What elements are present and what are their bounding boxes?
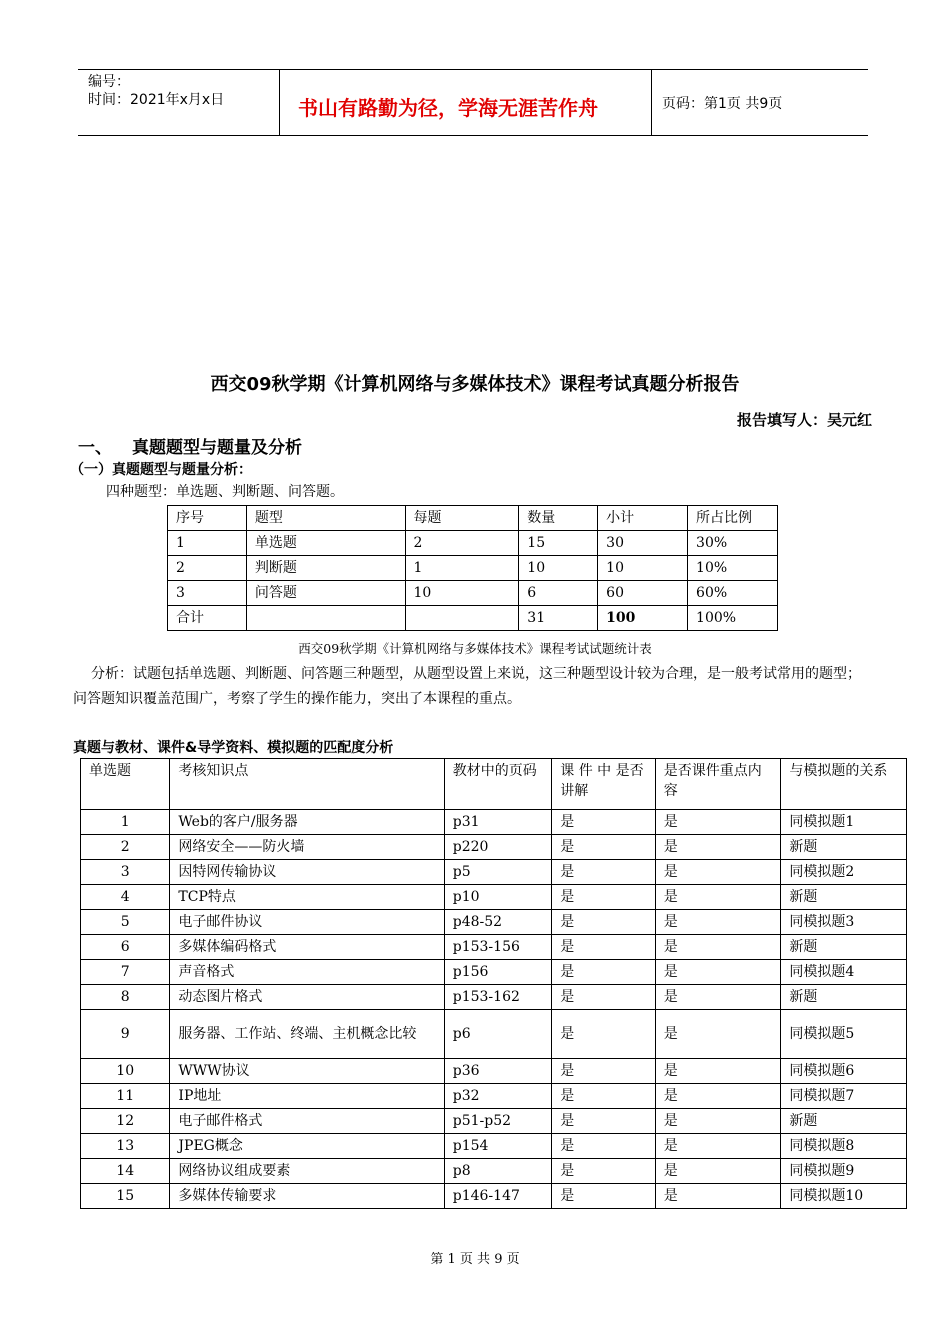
table-cell: 是	[655, 885, 781, 910]
table-row	[81, 1109, 907, 1134]
table-cell: 是	[552, 1134, 656, 1159]
table-cell: 2	[81, 835, 170, 860]
table-cell: 9	[81, 1010, 170, 1059]
table-row	[81, 985, 907, 1010]
table-cell: 是	[655, 860, 781, 885]
table-cell: p153-156	[444, 935, 552, 960]
table-cell	[405, 606, 519, 631]
table-cell: 新题	[781, 885, 907, 910]
table-cell: 电子邮件协议	[170, 910, 444, 935]
header-divider-right	[651, 69, 652, 136]
table-cell: 15	[81, 1184, 170, 1209]
table-cell: 新题	[781, 985, 907, 1010]
header-motto: 书山有路勤为径，学海无涯苦作舟	[298, 96, 598, 120]
table-cell: 1	[405, 556, 519, 581]
analysis-paragraph: 分析：试题包括单选题、判断题、问答题三种题型，从题型设置上来说，这三种题型设计较为合理，是一般考试常用的题型；问答题知识覆盖范围广，考察了学生的操作能力，突出了本课程的重点。	[73, 666, 861, 707]
table-cell: 是	[655, 1109, 781, 1134]
table-cell: 8	[81, 985, 170, 1010]
header-cell: 每题	[405, 506, 519, 531]
table-cell: 13	[81, 1134, 170, 1159]
table-row	[168, 556, 778, 581]
table-cell: 网络协议组成要素	[170, 1159, 444, 1184]
table-cell: 10%	[688, 556, 778, 581]
table-cell: 新题	[781, 935, 907, 960]
table-cell: 12	[81, 1109, 170, 1134]
table-cell: 是	[655, 1184, 781, 1209]
section1-number: 一、	[78, 438, 112, 458]
table-cell: 同模拟题7	[781, 1084, 907, 1109]
header-page-info: 页码：第1页 共9页	[662, 96, 783, 112]
table-cell: 7	[81, 960, 170, 985]
table-total-row	[168, 606, 778, 631]
table-row	[81, 1159, 907, 1184]
table-row	[81, 860, 907, 885]
table-cell: 同模拟题2	[781, 860, 907, 885]
table-cell: 是	[655, 1134, 781, 1159]
table-cell: 是	[655, 985, 781, 1010]
table-cell: 动态图片格式	[170, 985, 444, 1010]
table-cell: 同模拟题3	[781, 910, 907, 935]
header-cell: 数量	[519, 506, 598, 531]
table-cell: 是	[552, 885, 656, 910]
table-cell: 电子邮件格式	[170, 1109, 444, 1134]
table-cell: 同模拟题5	[781, 1010, 907, 1059]
table-cell: 3	[168, 581, 247, 606]
table-cell: 新题	[781, 835, 907, 860]
header-cell: 题型	[246, 506, 405, 531]
question-type-table	[167, 505, 778, 631]
header-cell: 单选题	[81, 759, 170, 810]
table-cell: p153-162	[444, 985, 552, 1010]
table-cell: 3	[81, 860, 170, 885]
table-cell: p156	[444, 960, 552, 985]
table-cell: IP地址	[170, 1084, 444, 1109]
table-cell: 1	[81, 810, 170, 835]
table-cell: 是	[552, 935, 656, 960]
table-cell: p48-52	[444, 910, 552, 935]
table-cell: 60%	[688, 581, 778, 606]
table-row	[81, 835, 907, 860]
table-cell: 同模拟题8	[781, 1134, 907, 1159]
table-cell: 1	[168, 531, 247, 556]
table-cell: p36	[444, 1059, 552, 1084]
table-cell: p10	[444, 885, 552, 910]
table-cell: 10	[81, 1059, 170, 1084]
header-cell: 所占比例	[688, 506, 778, 531]
table-cell: p220	[444, 835, 552, 860]
table-cell: 6	[519, 581, 598, 606]
table-cell: 10	[598, 556, 688, 581]
table-row	[168, 531, 778, 556]
header-number-label: 编号：	[88, 74, 130, 90]
table-cell: 是	[655, 810, 781, 835]
page-title: 西交09秋学期《计算机网络与多媒体技术》课程考试真题分析报告	[210, 374, 740, 395]
table-cell: p5	[444, 860, 552, 885]
table-cell: 6	[81, 935, 170, 960]
table-cell: 11	[81, 1084, 170, 1109]
table-cell: Web的客户/服务器	[170, 810, 444, 835]
table-cell: 2	[405, 531, 519, 556]
table-cell: p6	[444, 1010, 552, 1059]
table-cell: 30%	[688, 531, 778, 556]
table-cell: 是	[655, 1084, 781, 1109]
table-cell: p51-p52	[444, 1109, 552, 1134]
table-cell: JPEG概念	[170, 1134, 444, 1159]
table-cell: 同模拟题6	[781, 1059, 907, 1084]
match-analysis-table	[80, 758, 907, 1209]
header-cell: 教材中的页码	[444, 759, 552, 810]
table-cell: 5	[81, 910, 170, 935]
intro-text: 四种题型：单选题、判断题、问答题。	[106, 484, 344, 500]
section1-heading: 真题题型与题量及分析	[132, 438, 302, 458]
table-cell: 100%	[688, 606, 778, 631]
table-cell: 是	[552, 985, 656, 1010]
table-cell: p154	[444, 1134, 552, 1159]
table-row	[168, 581, 778, 606]
table-row	[81, 810, 907, 835]
table-cell: 10	[405, 581, 519, 606]
header-cell: 小计	[598, 506, 688, 531]
table-cell: 因特网传输协议	[170, 860, 444, 885]
table-cell: 多媒体传输要求	[170, 1184, 444, 1209]
table-cell: 是	[552, 1159, 656, 1184]
header-cell: 是否课件重点内容	[655, 759, 781, 810]
table-row	[81, 1059, 907, 1084]
table-cell: 网络安全——防火墙	[170, 835, 444, 860]
table-cell: 是	[655, 1159, 781, 1184]
header-cell: 序号	[168, 506, 247, 531]
header-top-rule	[78, 69, 868, 70]
table-cell: 声音格式	[170, 960, 444, 985]
table-cell: 同模拟题10	[781, 1184, 907, 1209]
table2-body	[81, 810, 907, 1209]
table-row	[81, 960, 907, 985]
table-cell: p146-147	[444, 1184, 552, 1209]
table-cell: 是	[655, 910, 781, 935]
table-row	[81, 910, 907, 935]
table-cell	[246, 606, 405, 631]
table-cell: 是	[552, 1059, 656, 1084]
table-cell: 是	[655, 835, 781, 860]
table-cell: 是	[655, 935, 781, 960]
header-divider-left	[279, 69, 280, 136]
header-cell: 与模拟题的关系	[781, 759, 907, 810]
table-row	[81, 885, 907, 910]
table-cell: 多媒体编码格式	[170, 935, 444, 960]
table-cell: 2	[168, 556, 247, 581]
table-cell: 是	[655, 960, 781, 985]
subsection1-heading: （一）真题题型与题量分析：	[70, 462, 252, 478]
header-cell: 考核知识点	[170, 759, 444, 810]
table-cell: 30	[598, 531, 688, 556]
table-cell: 是	[552, 835, 656, 860]
table-cell: 判断题	[246, 556, 405, 581]
header-time-label: 时间：2021年x月x日	[88, 92, 225, 108]
table-cell: 15	[519, 531, 598, 556]
report-author: 报告填写人：吴元红	[736, 411, 872, 429]
table-cell: 是	[552, 910, 656, 935]
table-cell: 是	[552, 1109, 656, 1134]
table-header-row	[168, 506, 778, 531]
table-cell: 是	[552, 1184, 656, 1209]
table-cell: p31	[444, 810, 552, 835]
table-cell: 新题	[781, 1109, 907, 1134]
table-cell: 14	[81, 1159, 170, 1184]
table-cell: 同模拟题1	[781, 810, 907, 835]
table-row	[81, 1134, 907, 1159]
header-cell: 课 件 中 是否讲解	[552, 759, 656, 810]
table-cell: 是	[552, 860, 656, 885]
table1-caption: 西交09秋学期《计算机网络与多媒体技术》课程考试试题统计表	[298, 641, 652, 656]
table-cell: 问答题	[246, 581, 405, 606]
table-cell: TCP特点	[170, 885, 444, 910]
table-cell: 是	[655, 1059, 781, 1084]
table-cell: p32	[444, 1084, 552, 1109]
table-cell: 是	[552, 810, 656, 835]
table-cell: 10	[519, 556, 598, 581]
table-cell: p8	[444, 1159, 552, 1184]
section2-heading: 真题与教材、课件&导学资料、模拟题的匹配度分析	[73, 740, 394, 756]
table-cell: 单选题	[246, 531, 405, 556]
table-row	[81, 1010, 907, 1059]
table-cell: 是	[552, 1010, 656, 1059]
table-cell: 4	[81, 885, 170, 910]
table-cell: WWW协议	[170, 1059, 444, 1084]
table-row	[81, 1184, 907, 1209]
table-cell: 是	[552, 1084, 656, 1109]
table-cell: 100	[598, 606, 688, 631]
table-header-row	[81, 759, 907, 810]
table-cell: 同模拟题4	[781, 960, 907, 985]
table-row	[81, 1084, 907, 1109]
table-cell: 同模拟题9	[781, 1159, 907, 1184]
table-cell: 是	[655, 1010, 781, 1059]
table-row	[81, 935, 907, 960]
page-footer: 第 1 页 共 9 页	[430, 1252, 520, 1267]
table-cell: 31	[519, 606, 598, 631]
header-bottom-rule	[78, 135, 868, 136]
table-cell: 是	[552, 960, 656, 985]
table-cell: 合计	[168, 606, 247, 631]
table-cell: 60	[598, 581, 688, 606]
table-cell: 服务器、工作站、终端、主机概念比较	[170, 1010, 444, 1059]
